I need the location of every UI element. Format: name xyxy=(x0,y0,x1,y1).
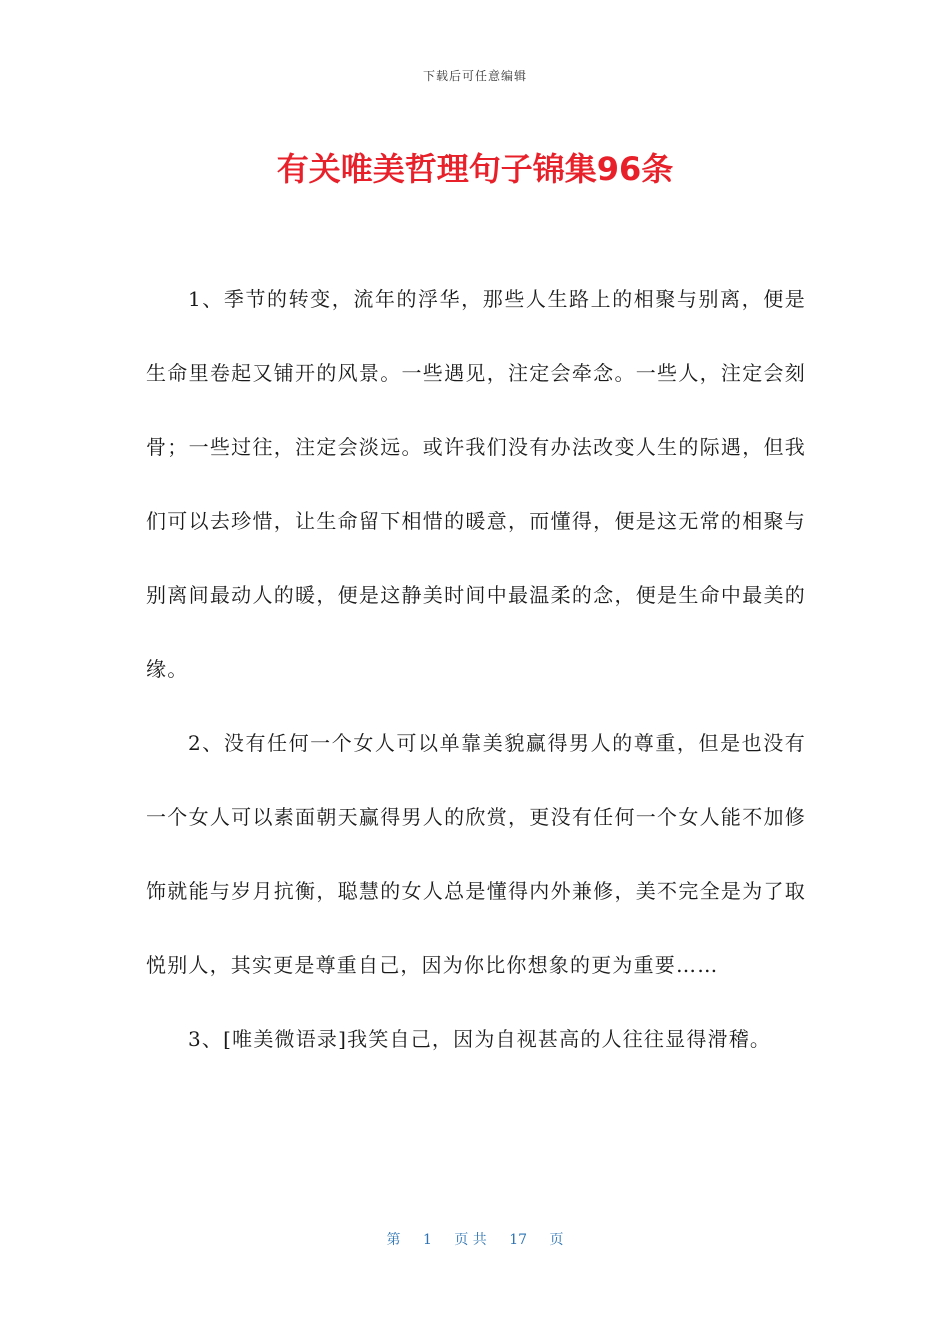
footer-page-middle: 页 共 xyxy=(454,1232,487,1248)
document-body xyxy=(146,262,806,1076)
footer-page-number: 1 xyxy=(422,1232,432,1248)
footer-page-suffix: 页 xyxy=(549,1232,564,1248)
paragraph-1: 1、季节的转变，流年的浮华，那些人生路上的相聚与别离，便是生命里卷起又铺开的风景。一些遇见，注定会牵念。一些人，注定会刻骨；一些过往，注定会淡远。或许我们没有办法改变人生的际遇，但我们可以去珍惜，让生命留下相惜的暖意，而懂得，便是这无常的相聚与别离间最动人的暖，便是这静美时间中最温柔的念，便是生命中最美的缘。 xyxy=(146,287,806,681)
footer-page-prefix: 第 xyxy=(386,1232,401,1248)
paragraph-2: 2、没有任何一个女人可以单靠美貌赢得男人的尊重，但是也没有一个女人可以素面朝天赢得男人的欣赏，更没有任何一个女人能不加修饰就能与岁月抗衡，聪慧的女人总是懂得内外兼修，美不完全是为了取悦别人，其实更是尊重自己，因为你比你想象的更为重要…… xyxy=(146,731,806,977)
paragraph-3: 3、[唯美微语录]我笑自己，因为自视甚高的人往往显得滑稽。 xyxy=(188,1027,772,1051)
header-note: 下载后可任意编辑 xyxy=(422,69,527,83)
page-footer xyxy=(0,1229,950,1249)
footer-total-pages: 17 xyxy=(509,1232,528,1248)
document-title: 有关唯美哲理句子锦集96条 xyxy=(276,150,674,188)
